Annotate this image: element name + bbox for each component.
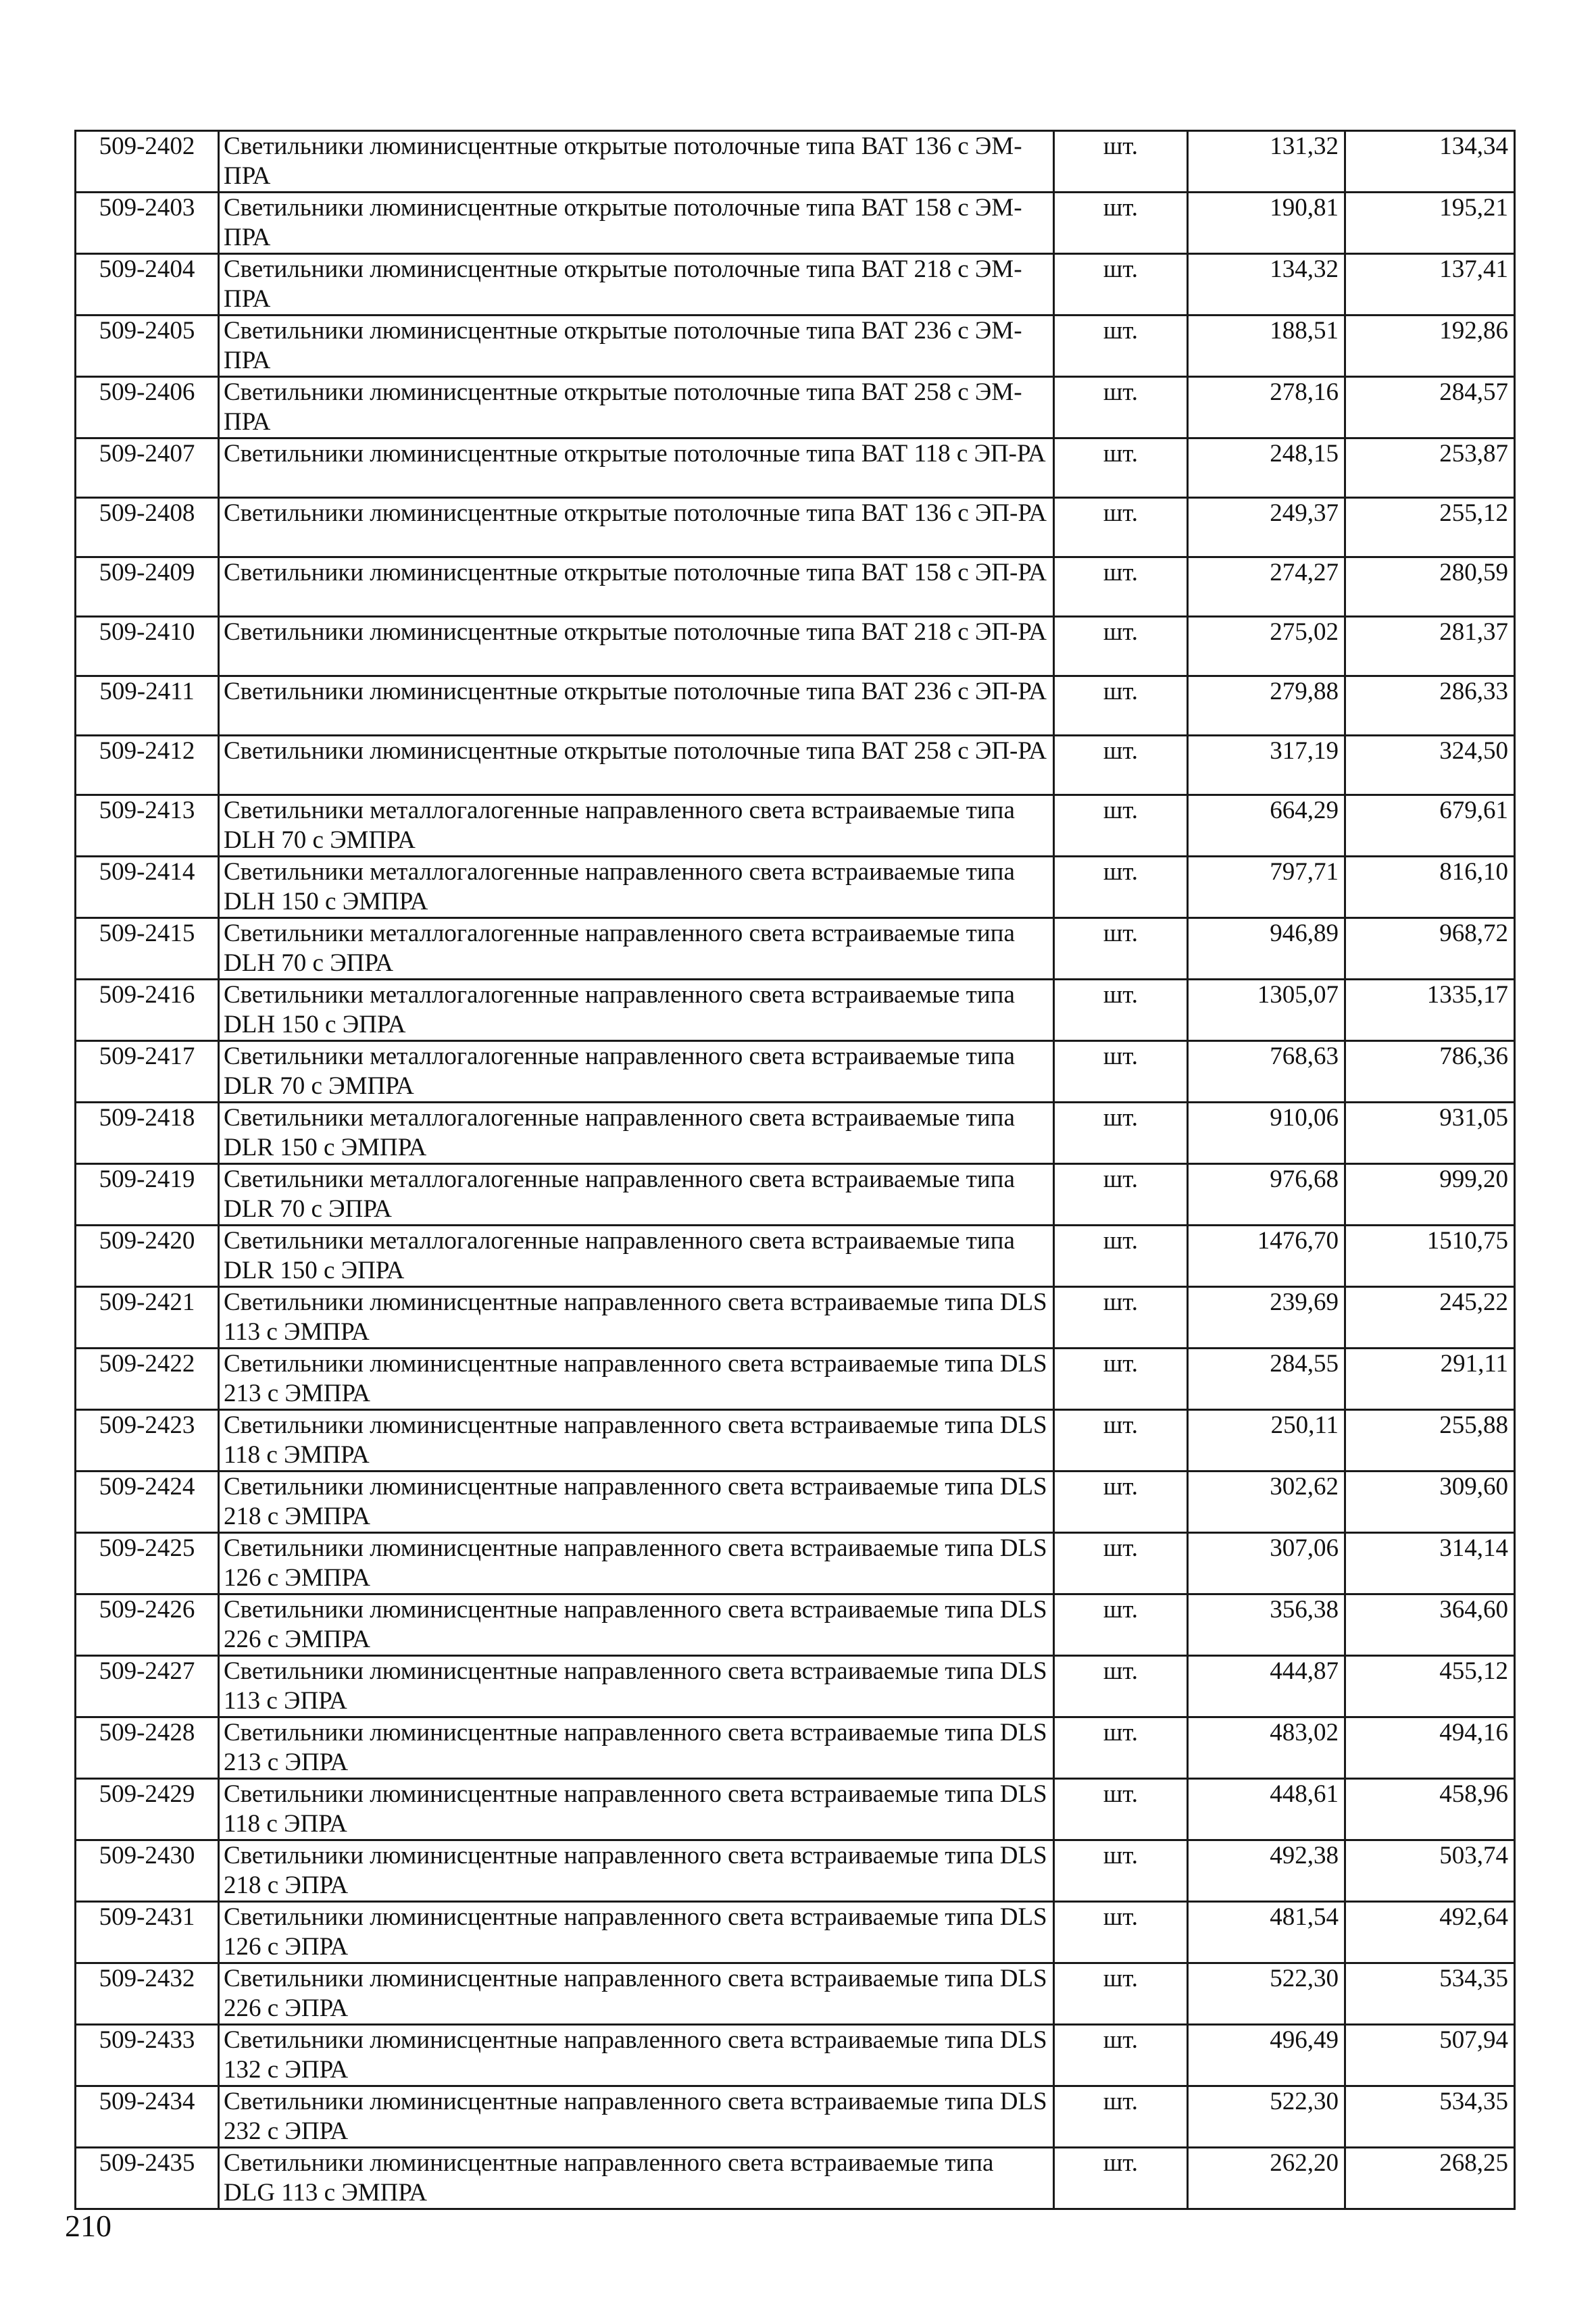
item-price-2: 245,22 <box>1345 1287 1515 1349</box>
table-row <box>76 676 1515 736</box>
item-unit: шт. <box>1054 1963 1188 2025</box>
item-price-1: 274,27 <box>1188 557 1345 617</box>
item-name: Светильники металлогалогенные направленного света встраиваемые типа DLH 70 с ЭПРА <box>219 918 1054 980</box>
item-price-2: 314,14 <box>1345 1533 1515 1594</box>
item-price-1: 946,89 <box>1188 918 1345 980</box>
item-price-2: 284,57 <box>1345 377 1515 438</box>
item-price-1: 275,02 <box>1188 617 1345 676</box>
item-price-2: 324,50 <box>1345 736 1515 795</box>
table-row <box>76 1902 1515 1963</box>
price-table <box>74 130 1516 2210</box>
item-code: 509-2426 <box>76 1594 219 1656</box>
item-unit: шт. <box>1054 1779 1188 1840</box>
item-price-2: 364,60 <box>1345 1594 1515 1656</box>
table-row <box>76 795 1515 857</box>
item-code: 509-2411 <box>76 676 219 736</box>
item-name: Светильники люминисцентные открытые потолочные типа ВАТ 136 с ЭП-РА <box>219 498 1054 557</box>
item-price-1: 190,81 <box>1188 193 1345 254</box>
item-code: 509-2425 <box>76 1533 219 1594</box>
item-code: 509-2435 <box>76 2148 219 2209</box>
item-name: Светильники металлогалогенные направленного света встраиваемые типа DLR 70 с ЭМПРА <box>219 1041 1054 1103</box>
item-name: Светильники люминисцентные направленного света встраиваемые типа DLS 113 с ЭПРА <box>219 1656 1054 1717</box>
item-code: 509-2402 <box>76 131 219 193</box>
item-price-2: 931,05 <box>1345 1103 1515 1164</box>
item-unit: шт. <box>1054 1287 1188 1349</box>
item-name: Светильники люминисцентные открытые потолочные типа ВАТ 118 с ЭП-РА <box>219 438 1054 498</box>
item-price-2: 507,94 <box>1345 2025 1515 2086</box>
item-price-2: 253,87 <box>1345 438 1515 498</box>
item-price-1: 279,88 <box>1188 676 1345 736</box>
item-code: 509-2430 <box>76 1840 219 1902</box>
item-code: 509-2420 <box>76 1226 219 1287</box>
item-name: Светильники люминисцентные направленного света встраиваемые типа DLS 213 с ЭМПРА <box>219 1349 1054 1410</box>
item-name: Светильники люминисцентные направленного света встраиваемые типа DLS 126 с ЭМПРА <box>219 1533 1054 1594</box>
page-number: 210 <box>65 2209 111 2243</box>
table-row <box>76 1226 1515 1287</box>
table-row <box>76 1963 1515 2025</box>
item-price-1: 522,30 <box>1188 1963 1345 2025</box>
item-price-1: 483,02 <box>1188 1717 1345 1779</box>
item-unit: шт. <box>1054 1041 1188 1103</box>
item-unit: шт. <box>1054 131 1188 193</box>
item-price-2: 255,88 <box>1345 1410 1515 1472</box>
table-row <box>76 1779 1515 1840</box>
item-price-1: 1476,70 <box>1188 1226 1345 1287</box>
item-unit: шт. <box>1054 1226 1188 1287</box>
item-unit: шт. <box>1054 617 1188 676</box>
item-price-1: 976,68 <box>1188 1164 1345 1226</box>
item-price-1: 248,15 <box>1188 438 1345 498</box>
table-row <box>76 377 1515 438</box>
item-code: 509-2429 <box>76 1779 219 1840</box>
table-row <box>76 1472 1515 1533</box>
item-price-1: 1305,07 <box>1188 980 1345 1041</box>
item-price-1: 188,51 <box>1188 316 1345 377</box>
item-code: 509-2423 <box>76 1410 219 1472</box>
item-name: Светильники люминисцентные открытые потолочные типа ВАТ 236 с ЭМ-ПРА <box>219 316 1054 377</box>
item-unit: шт. <box>1054 795 1188 857</box>
item-code: 509-2409 <box>76 557 219 617</box>
item-price-2: 192,86 <box>1345 316 1515 377</box>
table-row <box>76 1103 1515 1164</box>
item-price-2: 999,20 <box>1345 1164 1515 1226</box>
item-name: Светильники металлогалогенные направленного света встраиваемые типа DLH 150 с ЭПРА <box>219 980 1054 1041</box>
item-price-2: 455,12 <box>1345 1656 1515 1717</box>
item-price-1: 249,37 <box>1188 498 1345 557</box>
table-row <box>76 131 1515 193</box>
item-price-1: 239,69 <box>1188 1287 1345 1349</box>
item-unit: шт. <box>1054 2148 1188 2209</box>
item-price-1: 131,32 <box>1188 131 1345 193</box>
item-name: Светильники люминисцентные направленного света встраиваемые типа DLS 226 с ЭПРА <box>219 1963 1054 2025</box>
table-row <box>76 557 1515 617</box>
item-name: Светильники люминисцентные открытые потолочные типа ВАТ 258 с ЭМ-ПРА <box>219 377 1054 438</box>
item-code: 509-2431 <box>76 1902 219 1963</box>
item-name: Светильники люминисцентные направленного света встраиваемые типа DLS 126 с ЭПРА <box>219 1902 1054 1963</box>
price-table-body <box>76 131 1515 2209</box>
item-price-2: 786,36 <box>1345 1041 1515 1103</box>
table-row <box>76 617 1515 676</box>
item-price-1: 307,06 <box>1188 1533 1345 1594</box>
item-price-2: 503,74 <box>1345 1840 1515 1902</box>
item-name: Светильники металлогалогенные направленного света встраиваемые типа DLR 150 с ЭМПРА <box>219 1103 1054 1164</box>
item-name: Светильники люминисцентные открытые потолочные типа ВАТ 258 с ЭП-РА <box>219 736 1054 795</box>
item-name: Светильники люминисцентные открытые потолочные типа ВАТ 236 с ЭП-РА <box>219 676 1054 736</box>
item-code: 509-2434 <box>76 2086 219 2148</box>
item-code: 509-2404 <box>76 254 219 316</box>
item-unit: шт. <box>1054 857 1188 918</box>
item-price-1: 797,71 <box>1188 857 1345 918</box>
table-row <box>76 980 1515 1041</box>
item-code: 509-2419 <box>76 1164 219 1226</box>
item-price-2: 195,21 <box>1345 193 1515 254</box>
item-price-1: 444,87 <box>1188 1656 1345 1717</box>
item-name: Светильники люминисцентные направленного света встраиваемые типа DLG 113 с ЭМПРА <box>219 2148 1054 2209</box>
item-price-2: 280,59 <box>1345 557 1515 617</box>
item-unit: шт. <box>1054 438 1188 498</box>
price-table-container <box>74 130 1514 2210</box>
item-name: Светильники люминисцентные направленного света встраиваемые типа DLS 226 с ЭМПРА <box>219 1594 1054 1656</box>
item-price-2: 281,37 <box>1345 617 1515 676</box>
item-unit: шт. <box>1054 498 1188 557</box>
item-name: Светильники металлогалогенные направленного света встраиваемые типа DLR 150 с ЭПРА <box>219 1226 1054 1287</box>
item-price-2: 1335,17 <box>1345 980 1515 1041</box>
table-row <box>76 316 1515 377</box>
item-code: 509-2410 <box>76 617 219 676</box>
item-price-1: 278,16 <box>1188 377 1345 438</box>
item-code: 509-2433 <box>76 2025 219 2086</box>
table-row <box>76 1410 1515 1472</box>
item-name: Светильники люминисцентные открытые потолочные типа ВАТ 136 с ЭМ-ПРА <box>219 131 1054 193</box>
item-code: 509-2421 <box>76 1287 219 1349</box>
item-price-1: 492,38 <box>1188 1840 1345 1902</box>
item-name: Светильники металлогалогенные направленного света встраиваемые типа DLH 150 с ЭМПРА <box>219 857 1054 918</box>
item-unit: шт. <box>1054 1349 1188 1410</box>
item-price-2: 492,64 <box>1345 1902 1515 1963</box>
item-unit: шт. <box>1054 2025 1188 2086</box>
item-code: 509-2418 <box>76 1103 219 1164</box>
item-unit: шт. <box>1054 1594 1188 1656</box>
item-price-1: 768,63 <box>1188 1041 1345 1103</box>
item-code: 509-2422 <box>76 1349 219 1410</box>
item-code: 509-2407 <box>76 438 219 498</box>
item-unit: шт. <box>1054 1164 1188 1226</box>
table-row <box>76 2148 1515 2209</box>
item-price-2: 309,60 <box>1345 1472 1515 1533</box>
item-price-2: 534,35 <box>1345 1963 1515 2025</box>
table-row <box>76 1349 1515 1410</box>
item-unit: шт. <box>1054 1840 1188 1902</box>
item-price-2: 816,10 <box>1345 857 1515 918</box>
item-code: 509-2432 <box>76 1963 219 2025</box>
item-unit: шт. <box>1054 676 1188 736</box>
table-row <box>76 1287 1515 1349</box>
item-name: Светильники люминисцентные направленного света встраиваемые типа DLS 113 с ЭМПРА <box>219 1287 1054 1349</box>
item-price-1: 302,62 <box>1188 1472 1345 1533</box>
item-code: 509-2424 <box>76 1472 219 1533</box>
item-unit: шт. <box>1054 736 1188 795</box>
item-unit: шт. <box>1054 1717 1188 1779</box>
table-row <box>76 736 1515 795</box>
table-row <box>76 918 1515 980</box>
item-price-1: 134,32 <box>1188 254 1345 316</box>
item-code: 509-2413 <box>76 795 219 857</box>
item-price-1: 522,30 <box>1188 2086 1345 2148</box>
item-unit: шт. <box>1054 1103 1188 1164</box>
item-unit: шт. <box>1054 1656 1188 1717</box>
table-row <box>76 1533 1515 1594</box>
item-code: 509-2417 <box>76 1041 219 1103</box>
item-code: 509-2406 <box>76 377 219 438</box>
item-name: Светильники люминисцентные открытые потолочные типа ВАТ 218 с ЭП-РА <box>219 617 1054 676</box>
item-code: 509-2415 <box>76 918 219 980</box>
table-row <box>76 254 1515 316</box>
table-row <box>76 498 1515 557</box>
item-unit: шт. <box>1054 193 1188 254</box>
item-name: Светильники люминисцентные направленного света встраиваемые типа DLS 118 с ЭМПРА <box>219 1410 1054 1472</box>
item-price-1: 250,11 <box>1188 1410 1345 1472</box>
item-name: Светильники люминисцентные направленного света встраиваемые типа DLS 218 с ЭПРА <box>219 1840 1054 1902</box>
item-code: 509-2412 <box>76 736 219 795</box>
item-unit: шт. <box>1054 377 1188 438</box>
item-code: 509-2428 <box>76 1717 219 1779</box>
item-name: Светильники металлогалогенные направленного света встраиваемые типа DLR 70 с ЭПРА <box>219 1164 1054 1226</box>
table-row <box>76 1840 1515 1902</box>
item-unit: шт. <box>1054 1533 1188 1594</box>
item-name: Светильники люминисцентные открытые потолочные типа ВАТ 158 с ЭП-РА <box>219 557 1054 617</box>
table-row <box>76 193 1515 254</box>
table-row <box>76 1594 1515 1656</box>
item-unit: шт. <box>1054 316 1188 377</box>
item-price-1: 356,38 <box>1188 1594 1345 1656</box>
item-code: 509-2414 <box>76 857 219 918</box>
item-price-1: 448,61 <box>1188 1779 1345 1840</box>
item-unit: шт. <box>1054 1472 1188 1533</box>
item-price-2: 137,41 <box>1345 254 1515 316</box>
table-row <box>76 1041 1515 1103</box>
item-price-1: 664,29 <box>1188 795 1345 857</box>
item-unit: шт. <box>1054 557 1188 617</box>
table-row <box>76 438 1515 498</box>
item-price-1: 317,19 <box>1188 736 1345 795</box>
table-row <box>76 1164 1515 1226</box>
table-row <box>76 2086 1515 2148</box>
item-name: Светильники люминисцентные направленного света встраиваемые типа DLS 232 с ЭПРА <box>219 2086 1054 2148</box>
item-price-2: 534,35 <box>1345 2086 1515 2148</box>
item-price-2: 268,25 <box>1345 2148 1515 2209</box>
item-code: 509-2408 <box>76 498 219 557</box>
item-name: Светильники люминисцентные направленного света встраиваемые типа DLS 118 с ЭПРА <box>219 1779 1054 1840</box>
item-price-2: 1510,75 <box>1345 1226 1515 1287</box>
item-price-1: 496,49 <box>1188 2025 1345 2086</box>
item-name: Светильники люминисцентные открытые потолочные типа ВАТ 218 с ЭМ-ПРА <box>219 254 1054 316</box>
item-code: 509-2403 <box>76 193 219 254</box>
item-price-1: 910,06 <box>1188 1103 1345 1164</box>
table-row <box>76 857 1515 918</box>
item-price-2: 968,72 <box>1345 918 1515 980</box>
item-unit: шт. <box>1054 1902 1188 1963</box>
item-price-2: 134,34 <box>1345 131 1515 193</box>
item-unit: шт. <box>1054 918 1188 980</box>
table-row <box>76 2025 1515 2086</box>
item-price-2: 494,16 <box>1345 1717 1515 1779</box>
item-name: Светильники люминисцентные открытые потолочные типа ВАТ 158 с ЭМ-ПРА <box>219 193 1054 254</box>
item-price-1: 284,55 <box>1188 1349 1345 1410</box>
item-price-2: 286,33 <box>1345 676 1515 736</box>
item-code: 509-2427 <box>76 1656 219 1717</box>
item-price-1: 481,54 <box>1188 1902 1345 1963</box>
item-name: Светильники люминисцентные направленного света встраиваемые типа DLS 213 с ЭПРА <box>219 1717 1054 1779</box>
item-price-1: 262,20 <box>1188 2148 1345 2209</box>
item-unit: шт. <box>1054 2086 1188 2148</box>
item-unit: шт. <box>1054 980 1188 1041</box>
item-code: 509-2416 <box>76 980 219 1041</box>
item-unit: шт. <box>1054 254 1188 316</box>
item-price-2: 458,96 <box>1345 1779 1515 1840</box>
item-code: 509-2405 <box>76 316 219 377</box>
item-price-2: 679,61 <box>1345 795 1515 857</box>
item-name: Светильники люминисцентные направленного света встраиваемые типа DLS 132 с ЭПРА <box>219 2025 1054 2086</box>
table-row <box>76 1656 1515 1717</box>
item-unit: шт. <box>1054 1410 1188 1472</box>
table-row <box>76 1717 1515 1779</box>
item-name: Светильники металлогалогенные направленного света встраиваемые типа DLH 70 с ЭМПРА <box>219 795 1054 857</box>
item-price-2: 255,12 <box>1345 498 1515 557</box>
item-name: Светильники люминисцентные направленного света встраиваемые типа DLS 218 с ЭМПРА <box>219 1472 1054 1533</box>
item-price-2: 291,11 <box>1345 1349 1515 1410</box>
